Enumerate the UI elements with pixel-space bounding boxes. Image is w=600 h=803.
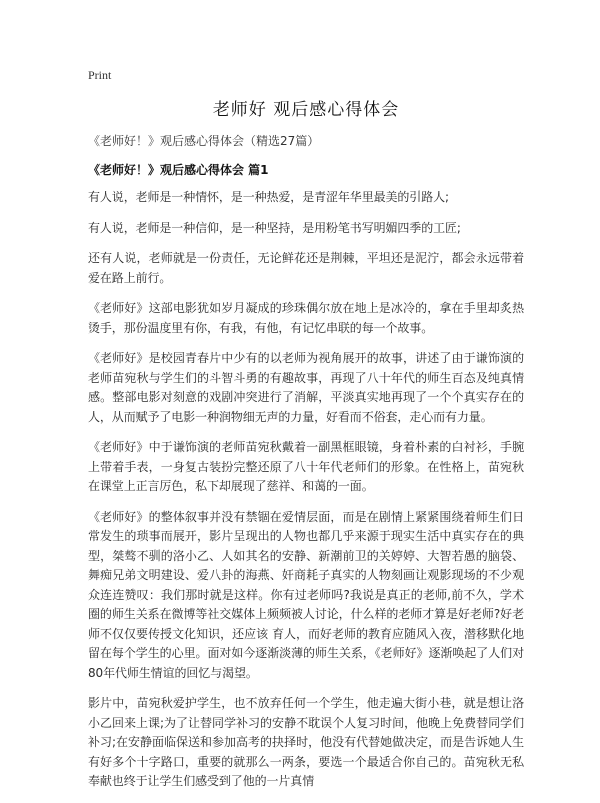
paragraph: 影片中，苗宛秋爱护学生，也不放弃任何一个学生，他走遍大街小巷，就是想让洛小乙回来上课;为了让替同学补习的安静不耽误个人复习时间，他晚上免费替同学们补习;在安静面临保送和参加高考的抉择时，他没有代替她做决定，而是告诉她人生有好多个十字路口，重要的就那么一两条，要选一个最适合你自己的。苗宛秋无私奉献也终于让学生们感受到了他的一片真情 xyxy=(88,696,524,788)
page-title: 老师好 观后感心得体会 xyxy=(212,100,400,120)
section-heading: 《老师好！》观后感心得体会 篇1 xyxy=(88,163,269,177)
document-page xyxy=(88,68,524,803)
paragraph: 还有人说，老师就是一份责任，无论鲜花还是荆棘，平坦还是泥泞，都会永远带着爱在路上前行。 xyxy=(88,251,524,285)
paragraph: 有人说，老师是一种情怀，是一种热爱，是青涩年华里最美的引路人; xyxy=(88,190,449,204)
paragraph: 有人说，老师是一种信仰，是一种坚持，是用粉笔书写明媚四季的工匠; xyxy=(88,220,461,235)
print-link[interactable]: Print xyxy=(88,68,112,82)
paragraph: 《老师好》的整体叙事并没有禁锢在爱情层面，而是在剧情上紧紧围绕着师生们日常发生的琐事而展开，影片呈现出的人物也都几乎来源于现实生活中真实存在的典型，桀骜不驯的洛小乙、人如其名的安静、新潮前卫的关婷婷、大智若愚的脑袋、舞痴兄弟文明建设、爱八卦的海燕、奸商耗子真实的人物刻画让观影现场的不少观众连连赞叹：我们那时就是这样。你有过老师吗?我说是真正的老师,前不久，学术圈的师生关系在微博等社交媒体上频频被人讨论，什么样的老师才算是好老师?好老师不仅仅要传授文化知识，还应该 育人，而好老师的教育应随风入夜，潜移默化地留在每个学生的心里。面对如今逐渐淡薄的师生关系，《老师好》逐渐唤起了人们对80年代师生情谊的回忆与渴望。 xyxy=(88,509,524,680)
paragraph: 《老师好》是校园青春片中少有的以老师为视角展开的故事，讲述了由于谦饰演的老师苗宛秋与学生们的斗智斗勇的有趣故事，再现了八十年代的师生百态及纯真情感。整部电影对刻意的戏剧冲突进行了消解，平淡真实地再现了一个个真实存在的人，从而赋予了电影一种润物细无声的力量，好看而不俗套，走心而有力量。 xyxy=(88,351,524,424)
paragraph: 《老师好》这部电影犹如岁月凝成的珍珠偶尔放在地上是冰冷的，拿在手里却炙热烫手，那份温度里有你，有我，有他，有记忆串联的每一个故事。 xyxy=(88,301,524,335)
document-subtitle: 《老师好！》观后感心得体会（精选27篇） xyxy=(88,134,320,148)
paragraph: 《老师好》中于谦饰演的老师苗宛秋戴着一副黑框眼镜，身着朴素的白衬衫，手腕上带着手表，一身复古装扮完整还原了八十年代老师们的形象。在性格上，苗宛秋在课堂上正言厉色，私下却展现了慈祥、和蔼的一面。 xyxy=(88,440,524,493)
